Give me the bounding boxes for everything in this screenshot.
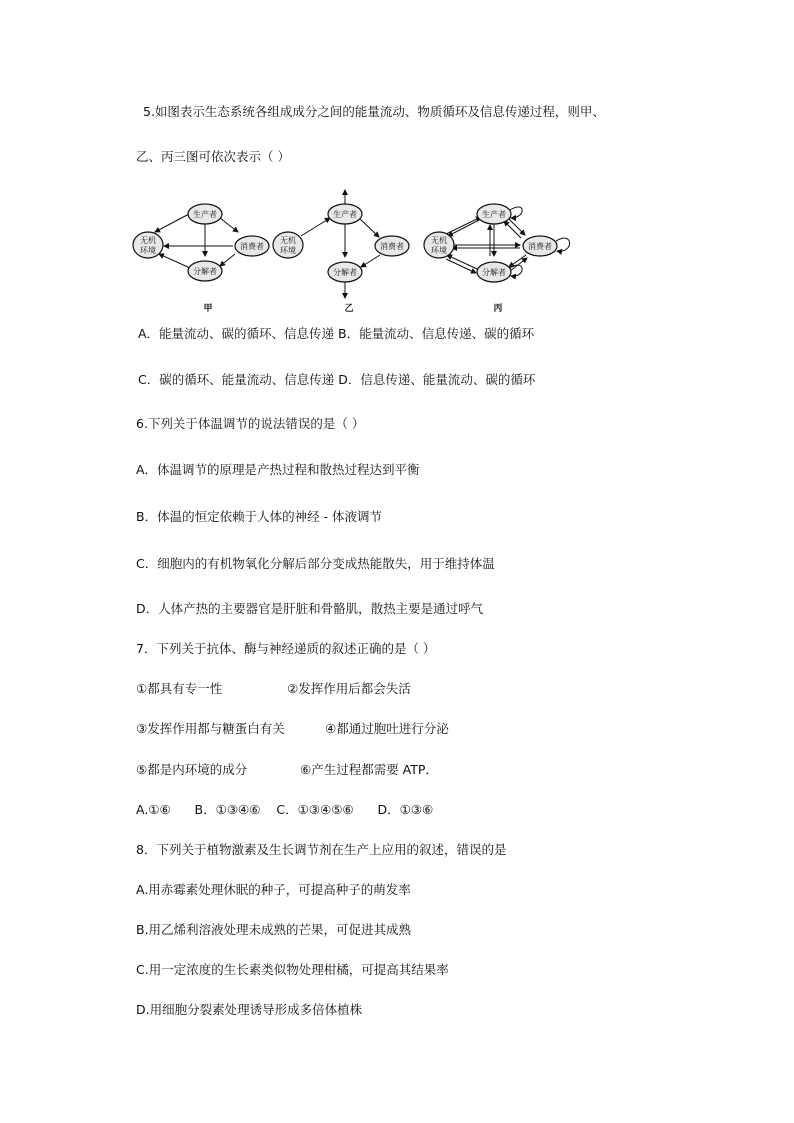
q6-option-d: D．人体产热的主要器官是肝脏和骨骼肌，散热主要是通过呼气 (136, 601, 484, 616)
q5-diagrams (134, 188, 584, 318)
q7-item-2: ②发挥作用后都会失活 (287, 681, 411, 696)
yi-consumer-label: 消费者 (380, 242, 404, 251)
jia-decomposer-label: 分解者 (193, 267, 217, 276)
q5-options-line1: A．能量流动、碳的循环、信息传递 B．能量流动、信息传递、碳的循环 (138, 326, 535, 341)
jia-arrow-consumer-decomposer (220, 254, 235, 266)
bing-env-label-1: 无机 (431, 236, 447, 245)
q7-item-6: ⑥产生过程都需要 ATP． (300, 762, 438, 777)
jia-caption: 甲 (203, 304, 213, 314)
q5-options-line2: C．碳的循环、能量流动、信息传递 D．信息传递、能量流动、碳的循环 (138, 372, 536, 387)
q6-option-c: C．细胞内的有机物氧化分解后部分变成热能散失，用于维持体温 (136, 556, 495, 571)
q7-options: A.①⑥ B．①③④⑥ C．①③④⑤⑥ D．①③⑥ (136, 802, 434, 817)
bing-consumer-self-loop (556, 238, 570, 251)
bing-arrow-env-producer (446, 217, 481, 234)
bing-caption: 丙 (493, 304, 503, 314)
ecosystem-diagrams-svg (134, 188, 584, 318)
diagram-yi (273, 190, 409, 314)
q8-stem: 8．下列关于植物激素及生长调节剂在生产上应用的叙述，错误的是 (136, 842, 507, 857)
bing-consumer-label: 消费者 (528, 242, 552, 251)
bing-producer-label: 生产者 (482, 210, 506, 219)
yi-arrow-env-producer (301, 218, 330, 236)
q7-item-5: ⑤都是内环境的成分 (136, 762, 248, 777)
bing-arrow-producer-consumer (508, 218, 525, 235)
jia-arrow-producer-env (155, 214, 189, 232)
q8-option-b: B.用乙烯利溶液处理未成熟的芒果，可促进其成熟 (136, 922, 412, 937)
q5-stem-line2: 乙、丙三图可依次表示（ ） (136, 149, 290, 164)
q7-item-4: ④都通过胞吐进行分泌 (325, 721, 449, 736)
q7-item-3: ③发挥作用都与糖蛋白有关 (136, 721, 285, 736)
bing-arrow-consumer-producer (504, 221, 521, 238)
q6-stem: 6.下列关于体温调节的说法错误的是（ ） (136, 416, 365, 431)
bing-producer-self-loop (510, 207, 522, 218)
q8-option-a: A.用赤霉素处理休眠的种子，可提高种子的萌发率 (136, 882, 411, 897)
q8-option-c: C.用一定浓度的生长素类似物处理柑橘，可提高其结果率 (136, 962, 449, 977)
q6-option-b: B．体温的恒定依赖于人体的神经 - 体液调节 (136, 509, 383, 524)
q7-stem: 7．下列关于抗体、酶与神经递质的叙述正确的是（ ） (136, 641, 436, 656)
yi-arrow-producer-consumer (360, 219, 379, 237)
yi-arrow-consumer-decomposer (361, 255, 380, 267)
jia-consumer-label: 消费者 (240, 242, 264, 251)
q6-option-a: A．体温调节的原理是产热过程和散热过程达到平衡 (136, 462, 420, 477)
bing-decomposer-label: 分解者 (482, 268, 506, 277)
diagram-bing (424, 204, 570, 314)
q8-option-d: D.用细胞分裂素处理诱导形成多倍体植株 (136, 1002, 363, 1017)
yi-decomposer-label: 分解者 (333, 268, 357, 277)
yi-env-label-1: 无机 (280, 236, 296, 245)
yi-env-label-2: 环境 (280, 246, 296, 255)
q7-item-1: ①都具有专一性 (136, 681, 223, 696)
bing-arrow-producer-env (448, 219, 481, 236)
jia-env-label-2: 环境 (140, 246, 156, 255)
jia-arrow-producer-consumer (220, 218, 238, 232)
jia-env-label-1: 无机 (140, 236, 156, 245)
jia-producer-label: 生产者 (193, 210, 217, 219)
diagram-jia (133, 204, 269, 314)
jia-arrow-decomposer-env (159, 254, 190, 268)
bing-env-label-2: 环境 (431, 246, 447, 255)
q5-stem-line1: 5.如图表示生态系统各组成成分之间的能量流动、物质循环及信息传递过程，则甲、 (143, 104, 605, 119)
yi-caption: 乙 (344, 304, 354, 314)
yi-producer-label: 生产者 (333, 210, 357, 219)
